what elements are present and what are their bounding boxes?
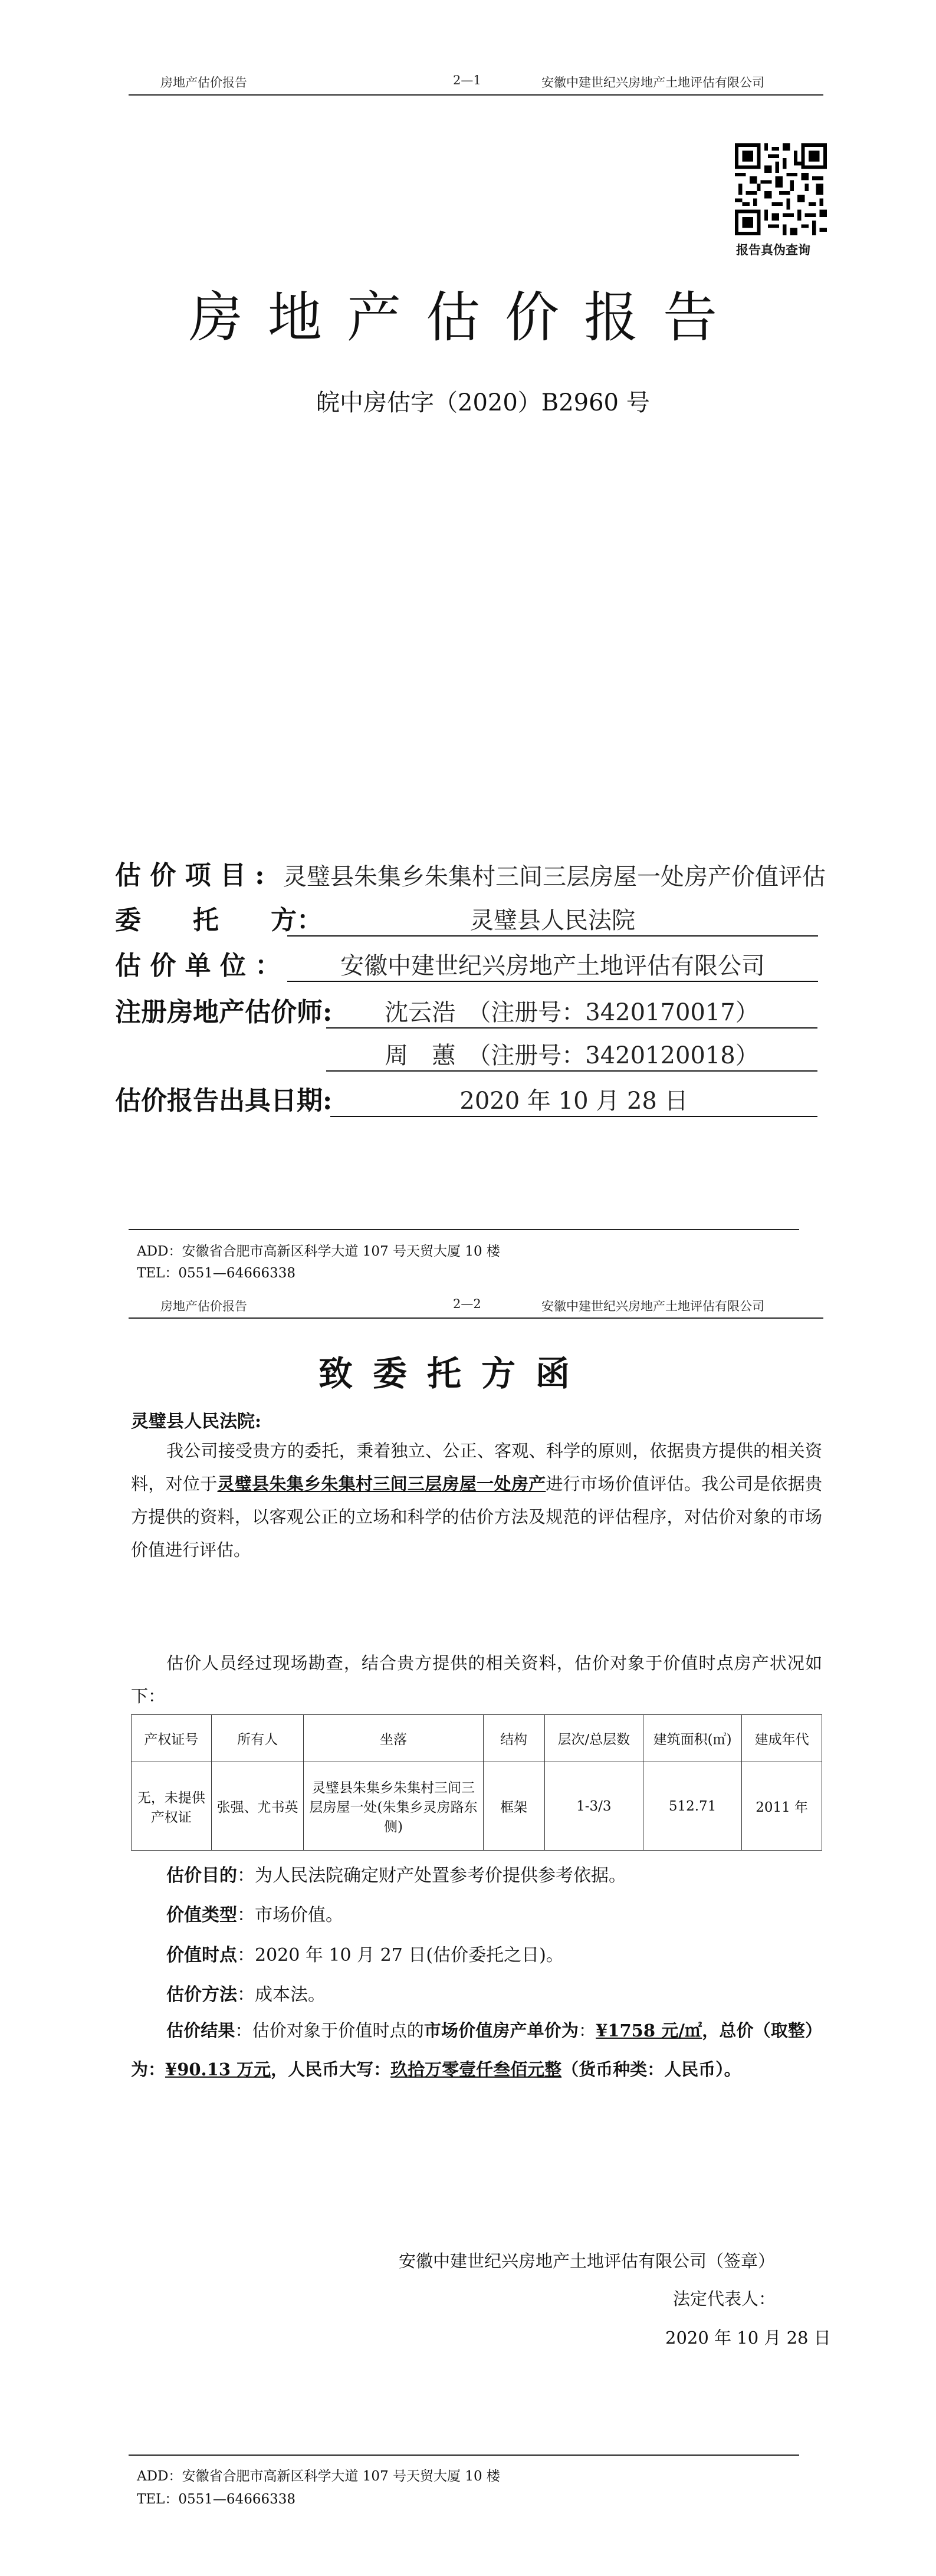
table-cell: 2011 年	[742, 1762, 822, 1851]
value-type-value: ：市场价值。	[237, 1905, 343, 1926]
paragraph-1-text-c: 进行市场价值评估。我公司是依据贵方提供的资料，以客观公正的立场和科学的估价方法及规范的评估程序，对估价对象的市场价值进行评估。	[131, 1474, 822, 1560]
footer-tel: TEL：0551—64666338	[137, 2492, 296, 2507]
table-row	[132, 1762, 822, 1851]
field-date	[115, 1085, 823, 1121]
field-date-value: 2020 年 10 月 28 日	[330, 1082, 817, 1117]
result-text-b: 市场价值房产单价为	[423, 2020, 579, 2041]
result-text-c: ：	[579, 2020, 596, 2041]
total-price-chinese: 玖拾万零壹仟叁佰元整	[390, 2059, 562, 2079]
header-page-number: 2—2	[453, 1297, 481, 1311]
method-label: 估价方法	[166, 1984, 237, 2005]
table-cell: 1-3/3	[544, 1762, 643, 1851]
value-time-value: ：2020 年 10 月 27 日(估价委托之日)。	[237, 1945, 564, 1966]
method-value: ：成本法。	[237, 1984, 326, 2005]
field-project-label: 估 价 项 目 :	[115, 860, 265, 891]
field-appraiser-second	[115, 1040, 823, 1075]
qr-code-icon	[735, 143, 827, 235]
result-text-a: ：估价对象于价值时点的	[235, 2020, 424, 2041]
table-header-cell: 层次/总层数	[544, 1715, 643, 1762]
header-right: 安徽中建世纪兴房地产土地评估有限公司	[541, 75, 764, 90]
table-cell: 512.71	[643, 1762, 741, 1851]
field-client-value: 灵璧县人民法院	[287, 902, 818, 937]
table-header-cell: 所有人	[211, 1715, 304, 1762]
field-appraiser-unit	[115, 950, 823, 985]
field-appraisers	[115, 997, 823, 1032]
paragraph-1	[131, 1434, 822, 1566]
table-cell: 无，未提供产权证	[132, 1762, 212, 1851]
footer-address: ADD：安徽省合肥市高新区科学大道 107 号天贸大厦 10 楼	[137, 1244, 500, 1259]
result-text-f: （货币种类：人民币）。	[561, 2059, 741, 2079]
salutation: 灵璧县人民法院:	[131, 1411, 262, 1432]
table-header-cell: 产权证号	[132, 1715, 212, 1762]
paragraph-1-text-a: 我公司接受贵方的委托，秉着独立、公正、客观、科学的原则，依据贵方提供的相关资料，对位于	[131, 1441, 822, 1494]
report-title: 房地产估价报告	[189, 286, 743, 349]
footer-tel: TEL：0551—64666338	[137, 1266, 296, 1281]
header-rule	[129, 1317, 823, 1319]
table-header-cell: 建筑面积(㎡)	[643, 1715, 741, 1762]
result-text-d: ，总价（取整）为：	[131, 2020, 822, 2079]
result-text-e: ，人民币大写：	[271, 2059, 391, 2079]
value-type-line	[166, 1900, 343, 1926]
property-name: 灵璧县朱集乡朱集村三间三层房屋一处房产	[217, 1474, 546, 1494]
value-time-line	[166, 1940, 564, 1966]
paragraph-2: 估价人员经过现场勘查，结合贵方提供的相关资料，估价对象于价值时点房产状况如下：	[131, 1653, 822, 1706]
field-date-label: 估价报告出具日期:	[115, 1086, 333, 1116]
method-line	[166, 1980, 326, 2006]
header-left: 房地产估价报告	[160, 75, 247, 90]
purpose-line	[166, 1861, 626, 1887]
table-cell: 张强、尤书英	[211, 1762, 304, 1851]
property-table	[131, 1714, 822, 1851]
header-left: 房地产估价报告	[160, 1299, 247, 1313]
table-header-cell: 坐落	[304, 1715, 483, 1762]
value-time-label: 价值时点	[166, 1945, 237, 1966]
field-appraiser-1: 沈云浩 （注册号：3420170017）	[326, 994, 817, 1029]
report-number: 皖中房估字（2020）B2960 号	[316, 389, 650, 416]
table-cell: 灵璧县朱集乡朱集村三间三层房屋一处(朱集乡灵房路东侧)	[304, 1762, 483, 1851]
value-type-label: 价值类型	[166, 1905, 237, 1926]
table-header-cell: 建成年代	[742, 1715, 822, 1762]
total-price: ¥90.13 万元	[165, 2059, 271, 2079]
purpose-label: 估价目的	[166, 1865, 237, 1886]
signature-date: 2020 年 10 月 28 日	[665, 2328, 831, 2348]
header-rule	[129, 94, 823, 96]
field-appraiser-unit-value: 安徽中建世纪兴房地产土地评估有限公司	[287, 947, 818, 982]
footer-rule	[129, 1229, 799, 1230]
result-label: 估价结果	[166, 2020, 235, 2041]
footer-rule	[129, 2455, 799, 2456]
field-client	[115, 905, 823, 940]
field-project	[115, 860, 826, 895]
field-client-label: 委 托 方：	[115, 905, 323, 935]
unit-price: ¥1758 元/㎡	[596, 2020, 702, 2041]
header-right: 安徽中建世纪兴房地产土地评估有限公司	[541, 1299, 764, 1313]
qr-caption: 报告真伪查询	[736, 242, 810, 257]
purpose-value: ：为人民法院确定财产处置参考价提供参考依据。	[237, 1865, 626, 1886]
header-page-number: 2—1	[453, 73, 481, 87]
letter-title: 致委托方函	[318, 1353, 590, 1394]
table-header-row	[132, 1715, 822, 1762]
field-appraiser-2: 周 蕙 （注册号：3420120018）	[326, 1037, 817, 1072]
signature-representative: 法定代表人：	[673, 2289, 776, 2309]
field-project-value: 灵璧县朱集乡朱集村三间三层房屋一处房产价值评估	[283, 863, 826, 891]
signature-company: 安徽中建世纪兴房地产土地评估有限公司（签章）	[399, 2251, 776, 2271]
field-appraisers-label: 注册房地产估价师:	[115, 997, 333, 1027]
result-paragraph	[131, 2011, 822, 2089]
table-cell: 框架	[483, 1762, 544, 1851]
footer-address: ADD：安徽省合肥市高新区科学大道 107 号天贸大厦 10 楼	[137, 2469, 500, 2484]
field-appraiser-unit-label: 估 价 单 位 ：	[115, 951, 281, 981]
table-header-cell: 结构	[483, 1715, 544, 1762]
